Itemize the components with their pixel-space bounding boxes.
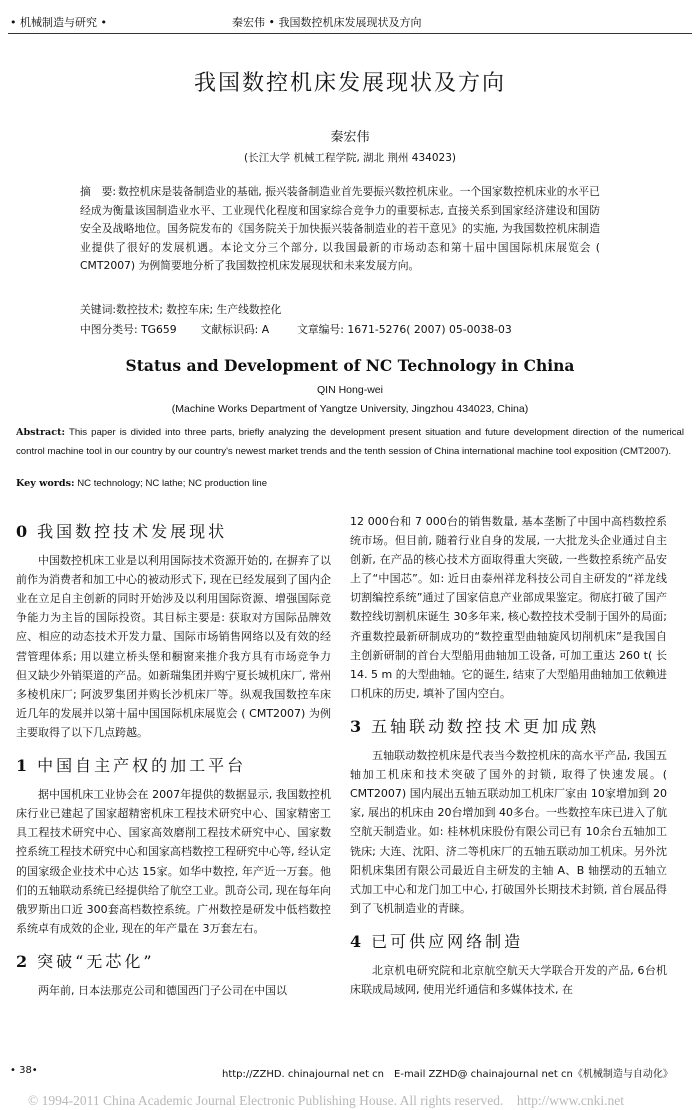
abstract-text: 数控机床是装备制造业的基础, 振兴装备制造业首先要振兴数控机床业。一个国家数控机床业的水平已经成为衡量该国制造业水平、工业现代化程度和国家综合竞争力的重要标志, 直接关系到国家经济建设和国防安全及战略地位。国务院发布的《国务院关于加快振兴装备制造业的若干意见》的实施, 为我国数控机床制造业提供了很好的发展机遇。本论文分三个部分, 以我国最新的市场动态和第十届中国国际机床展览会 ( CMT2007) 为例简要地分析了我国数控机床发展现状和未来发展方向。	[80, 185, 600, 272]
keywords-label: 关键词:	[80, 303, 117, 316]
section-3-paragraph: 五轴联动数控机床是代表当今数控机床的高水平产品, 我国五轴加工机床和技术突破了国外的封锁, 取得了快速发展。( CMT2007) 国内展出五轴五联动加工机床厂家由 10家增加到 20家, 展出的机床由 20台增加到 40多台。一些数控车床已进入了航空航天制造业。如: 桂林机床股份有限公司已有 10余台五轴加工铣床; 大连、沈阳、济二等机床厂的五轴五联动加工机床。另外沈阳机床集团有限公司最近自主研发的主轴 A、B 轴摆动的五轴立式加工中心和龙门加工中心, 打破国外长期技术封锁, 首台展品得到了飞机制造业的青睐。	[350, 749, 667, 915]
running-header-title: 秦宏伟 • 我国数控机床发展现状及方向	[232, 16, 422, 29]
keywords-text: 数控技术; 数控车床; 生产线数控化	[116, 303, 282, 316]
section-0-paragraph: 中国数控机床工业是以利用国际技术资源开始的, 在摒弃了以前作为消费者和加工中心的被动形式下, 现在已经发展到了国内企业在立足自主创新的同时开始涉及以利用国际资源、增强国际竞争能力为主旨的国际投资。其目标主要是: 获取对方国际品牌效应、相应的动态技术开发力量、国际市场销售网络以及有效的经营管理体系; 用以建立桥头堡和橱窗来推介我方具有市场竞争力但又缺少外销渠道的产品。如新瑞集团并购宁夏长城机床厂, 常州多棱机床厂; 阿波罗集团并购长沙机床厂等。纵观我国数控车床近几年的发展并以第十届中国国际机床展览会 ( CMT2007) 为例主要取得了以下几点跨越。	[16, 554, 331, 739]
english-abstract-text: This paper is divided into three parts, briefly analyzing the development present situation and future development direction of the numerical control machine tool in our country by our country's newest market trends and the tenth session of China international machine tool exposition (CMT2007).	[16, 427, 684, 457]
copyright-watermark: © 1994-2011 China Academic Journal Electronic Publishing House. All rights reserved. http://www.cnki.net	[28, 1093, 625, 1108]
chinese-keywords	[80, 302, 281, 317]
article-no-value: 1671-5276( 2007) 05-0038-03	[347, 323, 512, 336]
english-abstract	[16, 423, 684, 461]
section-4-paragraph: 北京机电研究院和北京航空航天大学联合开发的产品, 6台机床联成局域网, 使用光纤通信和多媒体技术, 在	[350, 963, 667, 997]
english-affiliation: (Machine Works Department of Yangtze University, Jingzhou 434023, China)	[171, 403, 529, 415]
article-author: 秦宏伟	[330, 130, 370, 145]
page-number: • 38•	[10, 1065, 38, 1076]
clc-label: 中图分类号:	[80, 323, 138, 336]
header-rule	[8, 33, 692, 34]
section-0-heading: 0 我国数控技术发展现状	[16, 522, 228, 541]
english-title: Status and Development of NC Technology in China	[125, 356, 575, 375]
abstract-label: 摘 要:	[80, 185, 117, 198]
doc-code-value: A	[261, 323, 270, 336]
left-column	[16, 522, 331, 1000]
english-abstract-label: Abstract:	[16, 427, 66, 438]
doc-code-label: 文献标识码:	[200, 323, 259, 336]
article-no-label: 文章编号:	[297, 323, 344, 336]
clc-value: TG659	[141, 323, 177, 336]
running-header-section: • 机械制造与研究 •	[10, 16, 107, 29]
journal-links: http://ZZHD. chinajournal net cn E-mail ZZHD@ chainajournal net cn《机械制造与自动化》	[222, 1069, 673, 1080]
chinese-abstract	[80, 183, 600, 276]
english-keywords-text: NC technology; NC lathe; NC production line	[77, 478, 268, 489]
classification-line	[80, 322, 512, 337]
english-author: QIN Hong-wei	[317, 384, 383, 396]
section-2-heading: 2 突破“无芯化”	[16, 951, 155, 971]
article-title: 我国数控机床发展现状及方向	[193, 71, 506, 96]
section-4-heading: 4 已可供应网络制造	[350, 931, 524, 951]
section-3-heading: 3 五轴联动数控技术更加成熟	[350, 716, 600, 736]
english-keywords	[16, 478, 267, 489]
section-1-heading: 1 中国自主产权的加工平台	[16, 756, 247, 776]
section-1-paragraph: 据中国机床工业协会在 2007年提供的数据显示, 我国数控机床行业已建起了国家超精密机床工程技术研究中心、国家精密工具工程技术研究中心、国家高效磨削工程技术研究中心、国家数控系统工程技术研究中心和国家高档数控工程研究中心等, 经认定的国家级企业技术中心达 15家。如华中数控, 年产近一万套。他们的五轴联动系统已经提供给了航空工业。凯奇公司, 现在每年向俄罗斯出口近 300套高档数控系统。广州数控是研发中低档数控系统卓有成效的企业, 现在的年产量在 3万套左右。	[16, 788, 331, 935]
english-keywords-label: Key words:	[16, 478, 75, 489]
section-2-paragraph-start: 两年前, 日本法那克公司和德国西门子公司在中国以	[38, 983, 287, 997]
section-2-paragraph-continued: 12 000台和 7 000台的销售数量, 基本垄断了中国中高档数控系统市场。但目前, 随着行业自身的发展, 一大批龙头企业通过自主创新, 在产品的核心技术方面取得重大突破, 一些数控系统产品安上了“中国芯”。如: 近日由泰州祥龙科技公司自主研发的“祥龙线切割编控系统”通过了国家信息产业部成果鉴定。彻底打破了国产数控线切割机床诞生 30多年来, 核心数控技术受制于国外的局面; 齐重数控最新研制成功的“数控重型曲轴旋风切削机床”是我国自主创新研制的首台大型船用曲轴加工设备, 可加工重达 260 t( 长 14. 5 m 的大型曲轴。它的诞生, 结束了大型船用曲轴加工依赖进口机床的历史, 填补了国内空白。	[350, 515, 667, 700]
right-column	[350, 512, 667, 999]
article-affiliation: (长江大学 机械工程学院, 湖北 荆州 434023)	[244, 152, 456, 164]
